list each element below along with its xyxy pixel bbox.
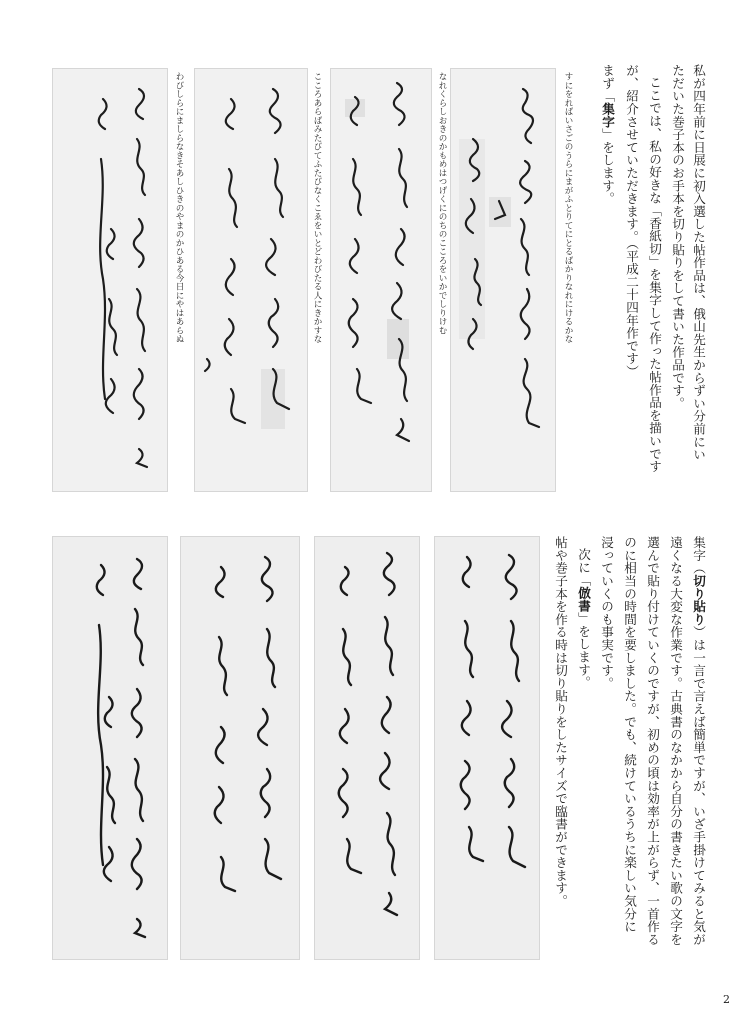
- calligraphy-cutpaste-image: [331, 69, 431, 491]
- body-text: 帖や巻子本を作る時は切り貼りをしたサイズで臨書ができます。: [553, 536, 568, 908]
- body-text: のに相当の時間を要しました。でも、続けているうちに楽しい気分に: [622, 536, 637, 933]
- body-bold-term: 倣書: [576, 586, 591, 613]
- body2-column-3: [643, 536, 662, 946]
- shuji-panel-3: [194, 68, 308, 492]
- body-text: 集字（: [691, 536, 706, 575]
- intro-text: が、紹介させていただきます。（平成二十四年作です）: [624, 64, 639, 378]
- housho-panel-3: [180, 536, 300, 960]
- caption-text: こころあらばみたびてふたびなくこゑをいとどわびたる人にきかすな: [312, 72, 322, 344]
- caption-text: すにをればいさごのうらにまがふとりてにとるばかりなれにけるかな: [563, 72, 573, 344]
- body2-column-1: [689, 536, 708, 946]
- intro-column-5: [598, 64, 617, 205]
- calligraphy-practice-image: [435, 537, 539, 959]
- calligraphy-practice-image: [315, 537, 419, 959]
- body-text: 遠くなる大変な作業です。古典書のなかから自分の書きたい歌の文字を: [668, 536, 683, 946]
- caption-poem-4: [173, 72, 185, 343]
- page-number: 2: [723, 993, 730, 1006]
- caption-poem-2: [436, 72, 448, 335]
- caption-poem-1: [562, 72, 574, 343]
- body2-column-5: [597, 536, 616, 690]
- body2-column-4: [620, 536, 639, 933]
- intro-text: ただいた巻子本のお手本を切り貼りをして書いた作品です。: [670, 64, 685, 410]
- calligraphy-cutpaste-image: [195, 69, 307, 491]
- body-text: ）は一言で言えば簡単ですが、いざ手掛けてみると気が: [691, 625, 706, 946]
- calligraphy-practice-image: [181, 537, 299, 959]
- caption-text: わびしらにましらなきそあしひきのやまのかひある今日にやはあらぬ: [174, 72, 184, 344]
- body-text: 」をします。: [576, 612, 591, 689]
- intro-column-1: [689, 64, 708, 461]
- shuji-panel-4: [52, 68, 168, 492]
- housho-panel-4: [52, 536, 168, 960]
- body2-column-2: [666, 536, 685, 946]
- calligraphy-practice-image: [53, 537, 167, 959]
- shuji-panel-2: [330, 68, 432, 492]
- intro-text: ここでは、私の好きな「香紙切」を集字して作った帖作品を描いです: [647, 76, 662, 473]
- body-text: 選んで貼り付けていくのですが、初めの頃は効率が上がらず、一首作る: [645, 536, 660, 946]
- body2-column-6: [574, 548, 593, 689]
- housho-panel-2: [314, 536, 420, 960]
- calligraphy-cutpaste-image: [451, 69, 555, 491]
- housho-panel-1: [434, 536, 540, 960]
- intro-column-2: [668, 64, 687, 410]
- intro-bold-term: 集字: [600, 102, 615, 129]
- intro-text: 」をします。: [600, 128, 615, 205]
- intro-column-3: [645, 76, 664, 473]
- calligraphy-cutpaste-image: [53, 69, 167, 491]
- body-text: 浸っていくのも事実です。: [599, 536, 614, 690]
- caption-poem-3: [311, 72, 323, 343]
- intro-text: まず「: [600, 64, 615, 103]
- caption-text: なれくらしおきのかもめはつげくにのちのこころをいかでしりけむ: [437, 72, 447, 335]
- intro-text: 私が四年前に日展に初入選した帖作品は、俄山先生からずい分前にい: [691, 64, 706, 461]
- body-text: 次に「: [576, 548, 591, 587]
- body2-column-7: [551, 536, 570, 907]
- body-bold-term: 切り貼り: [691, 574, 706, 626]
- intro-column-4: [622, 64, 641, 378]
- shuji-panel-1: [450, 68, 556, 492]
